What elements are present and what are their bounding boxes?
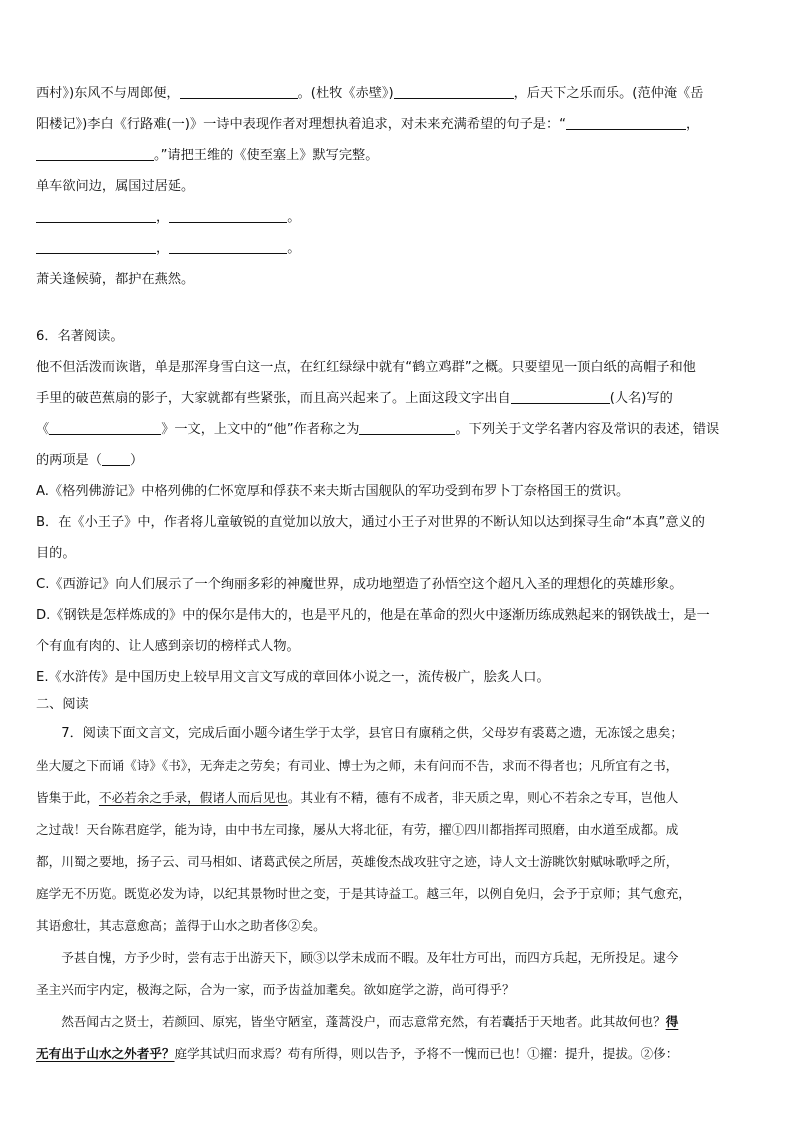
classical-text-line xyxy=(36,1038,760,1070)
answer-blank[interactable] xyxy=(169,208,287,223)
footnotes: ①擢：提升，提拔。②侈： xyxy=(527,1046,679,1061)
classical-text-line xyxy=(36,1006,760,1038)
comma: ， xyxy=(156,210,170,225)
classical-text-line: 都，川蜀之要地，扬子云、司马相如、诸葛武侯之所居，英雄俊杰战攻驻守之迹，诗人文士游眺饮射赋咏歌呼之所， xyxy=(36,854,679,869)
classical-text-line xyxy=(36,717,760,750)
poem-first-line: 单车欲问边，属国过居延。 xyxy=(36,179,195,194)
text: 皆集于此， xyxy=(36,790,99,805)
text: 阳楼记》)李白《行路难(一)》一诗中表现作者对理想执着追求，对未来充满希望的句子是：“ xyxy=(36,117,566,132)
text: 的两项是（ xyxy=(36,453,102,468)
answer-blank[interactable] xyxy=(566,115,686,130)
option-b: B．在《小王子》中，作者将儿童敏锐的直觉加以放大，通过小王子对世界的不断认知以达到探寻生命“本真”意义的 xyxy=(36,515,705,530)
question-6-passage-line: 他不但活泼而诙谐，单是那浑身雪白这一点，在红红绿绿中就有“鹤立鸡群”之概。只要望见一顶白纸的高帽子和他 xyxy=(36,360,696,375)
answer-blank[interactable] xyxy=(511,389,610,404)
answer-blank[interactable] xyxy=(102,451,130,466)
option-b-cont: 目的。 xyxy=(36,546,76,561)
question-6-prompt xyxy=(36,445,760,476)
classical-text-line xyxy=(36,782,760,814)
text: ， xyxy=(685,117,700,132)
poem-blank-line xyxy=(36,202,760,233)
answer-blank[interactable] xyxy=(36,146,154,161)
option-d-cont: 个有血有肉的、让人感到亲切的榜样式人物。 xyxy=(36,639,300,654)
classical-text-line: 坐大厦之下而诵《诗》《书》，无奔走之劳矣；有司业、博士为之师，未有问而不告，求而不得者也；凡所宜有之书， xyxy=(36,758,679,773)
text: 《 xyxy=(36,422,50,437)
spacer xyxy=(36,295,760,321)
option-e: E.《水浒传》是中国历史上较早用文言文写成的章回体小说之一，流传极广，脍炙人口。 xyxy=(36,670,550,685)
text: 。(杜牧《赤壁》) xyxy=(297,86,394,101)
poem-blank-line xyxy=(36,233,760,264)
text: 。”请把王维的《使至塞上》默写完整。 xyxy=(154,148,379,163)
classical-text-line: 之过哉！天台陈君庭学，能为诗，由中书左司掾，屡从大将北征，有劳，擢①四川都指挥司照磨，由水道至成都。成 xyxy=(36,822,679,837)
answer-blank[interactable] xyxy=(394,84,514,99)
answer-blank[interactable] xyxy=(180,84,298,99)
fill-in-line-1 xyxy=(36,78,760,109)
option-c: C.《西游记》向人们展示了一个绚丽多彩的神魔世界，成功地塑造了孙悟空这个超凡入圣的理想化的英雄形象。 xyxy=(36,577,683,592)
fill-in-line-2 xyxy=(36,109,760,140)
question-7-intro: 7．阅读下面文言文，完成后面小题 xyxy=(61,726,268,741)
comma: ， xyxy=(156,241,170,256)
underlined-sentence: 不必若余之手录，假诸人而后见也 xyxy=(98,790,288,805)
answer-blank[interactable] xyxy=(36,239,156,254)
text: ） xyxy=(129,453,144,468)
poem-last-line: 萧关逢候骑，都护在燕然。 xyxy=(36,272,195,287)
classical-text-line: 圣主兴而宇内定，极海之际，合为一家，而予齿益加耄矣。欲如庭学之游，尚可得乎？ xyxy=(36,982,515,997)
period: 。 xyxy=(287,210,301,225)
text: 然吾闻古之贤士，若颜回、原宪，皆坐守陋室，蓬蒿没户，而志意常充然，有若囊括于天地者。此其故何也？ xyxy=(61,1014,666,1029)
underlined-sentence: 无有出于山水之外者乎？ xyxy=(36,1046,175,1061)
document-page xyxy=(36,78,760,1070)
text: 今诸生学于太学，县官日有廪稍之供，父母岁有裘葛之遗，无冻馁之患矣； xyxy=(267,725,683,740)
answer-blank[interactable] xyxy=(36,208,156,223)
section-heading: 二、阅读 xyxy=(36,697,89,712)
text: 庭学其试归而求焉？苟有所得，则以告予，予将不一愧而已也！ xyxy=(174,1046,528,1061)
classical-text-line: 予甚自愧，方予少时，尝有志于出游天下，顾③以学未成而不暇。及年壮方可出，而四方兵起，无所投足。逮今 xyxy=(61,950,679,965)
answer-blank[interactable] xyxy=(49,420,161,435)
fill-in-line-3 xyxy=(36,140,760,171)
text: 》一文，上文中的“他”作者称之为 xyxy=(161,422,360,437)
text: 。下列关于文学名著内容及常识的表述，错误 xyxy=(455,422,720,437)
text: 。其业有不精，德有不成者，非天质之卑，则心不若余之专耳，岂他人 xyxy=(287,790,679,805)
answer-blank[interactable] xyxy=(359,420,455,435)
classical-text-line: 庭学无不历览。既览必发为诗，以纪其景物时世之变，于是其诗益工。越三年，以例自免归，会予于京师；其气愈充， xyxy=(36,886,691,901)
text: 西村》)东风不与周郎便， xyxy=(36,86,180,101)
answer-blank[interactable] xyxy=(169,239,287,254)
text: 手里的破芭蕉扇的影子，大家就都有些紧张，而且高兴起来了。上面这段文字出自 xyxy=(36,391,511,406)
question-6-title: 6．名著阅读。 xyxy=(36,329,124,344)
option-d: D.《钢铁是怎样炼成的》中的保尔是伟大的，也是平凡的，他是在革命的烈火中逐渐历练成熟起来的钢铁战士，是一 xyxy=(36,608,710,623)
text: (人名)写的 xyxy=(609,391,673,406)
text: ，后天下之乐而乐。(范仲淹《岳 xyxy=(513,86,704,101)
underlined-sentence: 得 xyxy=(665,1014,679,1029)
option-a: A.《格列佛游记》中格列佛的仁怀宽厚和俘获不来夫斯古国舰队的军功受到布罗卜丁奈格国王的赏识。 xyxy=(36,484,630,499)
period: 。 xyxy=(287,241,301,256)
question-6-passage-line xyxy=(36,414,760,445)
question-6-passage-line xyxy=(36,383,760,414)
classical-text-line: 其语愈壮，其志意愈高；盖得于山水之助者侈②矣。 xyxy=(36,918,326,933)
